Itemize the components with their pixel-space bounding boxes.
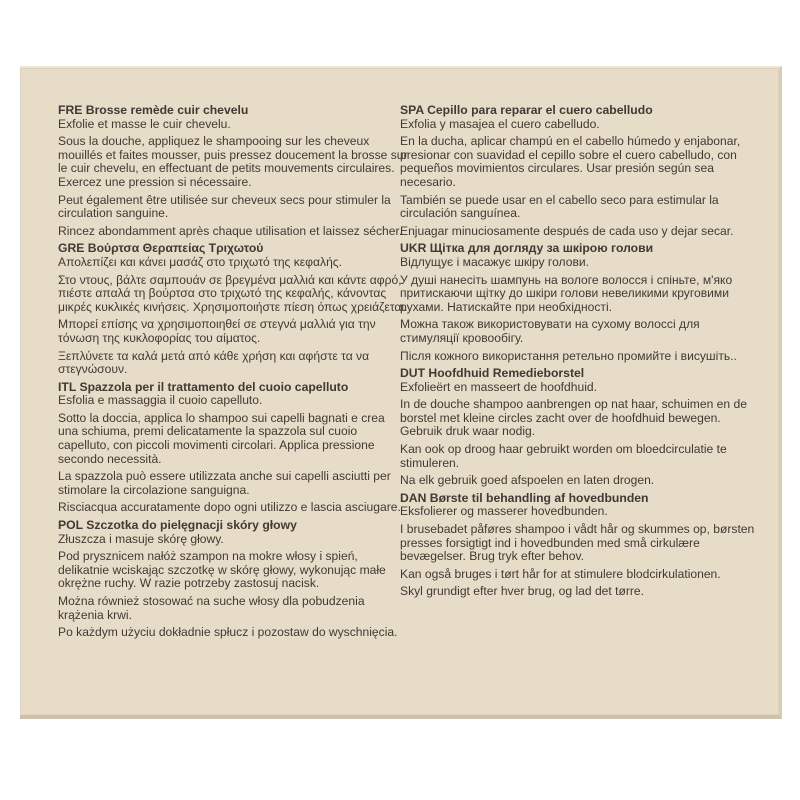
section-paragraph: Po każdym użyciu dokładnie spłucz i pozostaw do wyschnięcia. (58, 625, 398, 640)
section-dan (400, 492, 760, 599)
section-paragraph: У душі нанесіть шампунь на вологе волосся і спіньте, м'яко притискаючи щітку до шкіри голови невеликими круговими рухами. Натискайте при необхідності. (400, 272, 733, 314)
section-paragraph: I brusebadet påføres shampoo i vådt hår og skummes op, børsten presses forsigtigt ind i hovedbunden med små cirkulære bevægelser. Brug tryk efter behov. (400, 522, 755, 564)
section-title: GRE Βούρτσα Θεραπείας Τριχωτού (58, 241, 264, 256)
section-paragraph: Rincez abondamment après chaque utilisation et laissez sécher. (58, 223, 403, 238)
section-paragraph: Ξεπλύνετε τα καλά μετά από κάθε χρήση και αφήστε τα να στεγνώσουν. (58, 348, 370, 377)
section-subtitle: Відлущує і масажує шкіру голови. (400, 254, 589, 269)
section-paragraph: Pod prysznicem nałóż szampon na mokre włosy i spień, delikatnie wciskając szczotkę w skórę głowy, wykonując małe okrężne ruchy. W razie potrzeby zastosuj nacisk. (58, 549, 386, 591)
section-title: POL Szczotka do pielęgnacji skóry głowy (58, 518, 297, 533)
section-subtitle: Złuszcza i masuje skórę głowy. (58, 531, 224, 546)
section-subtitle: Exfolieërt en masseert de hoofdhuid. (400, 379, 597, 394)
section-subtitle: Eksfolierer og masserer hovedbunden. (400, 504, 608, 519)
section-ukr (400, 242, 760, 363)
section-paragraph: Після кожного використання ретельно промийте і висушіть.. (400, 348, 737, 363)
section-title: UKR Щітка для догляду за шкірою голови (400, 241, 654, 256)
section-title: DAN Børste til behandling af hovedbunden (400, 490, 649, 505)
section-paragraph: Можна також використовувати на сухому волоссі для стимуляції кровообігу. (400, 317, 700, 345)
right-column (400, 104, 760, 603)
section-paragraph: Risciacqua accuratamente dopo ogni utilizzo e lascia asciugare. (58, 500, 401, 515)
section-title: DUT Hoofdhuid Remedieborstel (400, 366, 585, 381)
section-paragraph: Kan også bruges i tørt hår for at stimulere blodcirkulationen. (400, 566, 721, 581)
section-paragraph: En la ducha, aplicar champú en el cabello húmedo y enjabonar, presionar con suavidad el cepillo sobre el cuero cabelludo, con pequeños movimientos circulares. Usar presión según sea necesario. (400, 134, 741, 189)
section-dut (400, 367, 760, 488)
section-subtitle: Exfolie et masse le cuir chevelu. (58, 116, 231, 131)
section-paragraph: In de douche shampoo aanbrengen op nat haar, schuimen en de borstel met kleine circles zacht over de hoofdhuid bewegen. Gebruik druk waar nodig. (400, 397, 747, 439)
section-paragraph: Μπορεί επίσης να χρησιμοποιηθεί σε στεγνά μαλλιά για την τόνωση της κυκλοφορίας του αίματος. (58, 317, 376, 345)
section-fre (58, 104, 408, 238)
section-subtitle: Esfolia e massaggia il cuoio capelluto. (58, 393, 263, 408)
section-paragraph: Skyl grundigt efter hver brug, og lad det tørre. (400, 584, 645, 599)
section-paragraph: Na elk gebruik goed afspoelen en laten drogen. (400, 473, 655, 488)
left-column (58, 104, 408, 644)
section-itl (58, 381, 408, 515)
section-paragraph: Sous la douche, appliquez le shampooing sur les cheveux mouillés et faites mousser, puis pressez doucement la brosse sur le cuir chevelu, en effectuant de petits mouvements circulaires. Exercez une pression si nécessaire. (58, 134, 408, 189)
section-paragraph: La spazzola può essere utilizzata anche sui capelli asciutti per stimolare la circolazione sanguigna. (58, 469, 391, 497)
section-paragraph: Enjuagar minuciosamente después de cada uso y dejar secar. (400, 223, 734, 238)
section-paragraph: Peut également être utilisée sur cheveux secs pour stimuler la circulation sanguine. (58, 192, 391, 221)
package-back-panel (20, 66, 782, 719)
section-paragraph: También se puede usar en el cabello seco para estimular la circulación sanguínea. (400, 192, 719, 221)
section-title: FRE Brosse remède cuir chevelu (58, 103, 249, 117)
section-paragraph: Kan ook op droog haar gebruikt worden om bloedcirculatie te stimuleren. (400, 442, 727, 470)
section-paragraph: Można również stosować na suche włosy dla pobudzenia krążenia krwi. (58, 594, 365, 622)
section-pol (58, 519, 408, 640)
section-gre (58, 242, 408, 376)
section-title: ITL Spazzola per il trattamento del cuoio capelluto (58, 379, 349, 394)
section-paragraph: Sotto la doccia, applica lo shampoo sui capelli bagnati e crea una schiuma, premi delicatamente la spazzola sul cuoio capelluto, con piccoli movimenti circolari. Applica pressione secondo necessità. (58, 410, 385, 466)
section-title: SPA Cepillo para reparar el cuero cabelludo (400, 103, 653, 117)
section-paragraph: Στο ντους, βάλτε σαμπουάν σε βρεγμένα μαλλιά και κάντε αφρό, πιέστε απαλά τη βούρτσα στο τριχωτό της κεφαλής, κάνοντας μικρές κυκλικές κινήσεις. Χρησιμοποιήστε πίεση όπως χρειάζεται. (58, 272, 408, 314)
section-spa (400, 104, 760, 238)
section-subtitle: Exfolia y masajea el cuero cabelludo. (400, 116, 600, 131)
section-subtitle: Απολεπίζει και κάνει μασάζ στο τριχωτό της κεφαλής. (58, 254, 342, 269)
